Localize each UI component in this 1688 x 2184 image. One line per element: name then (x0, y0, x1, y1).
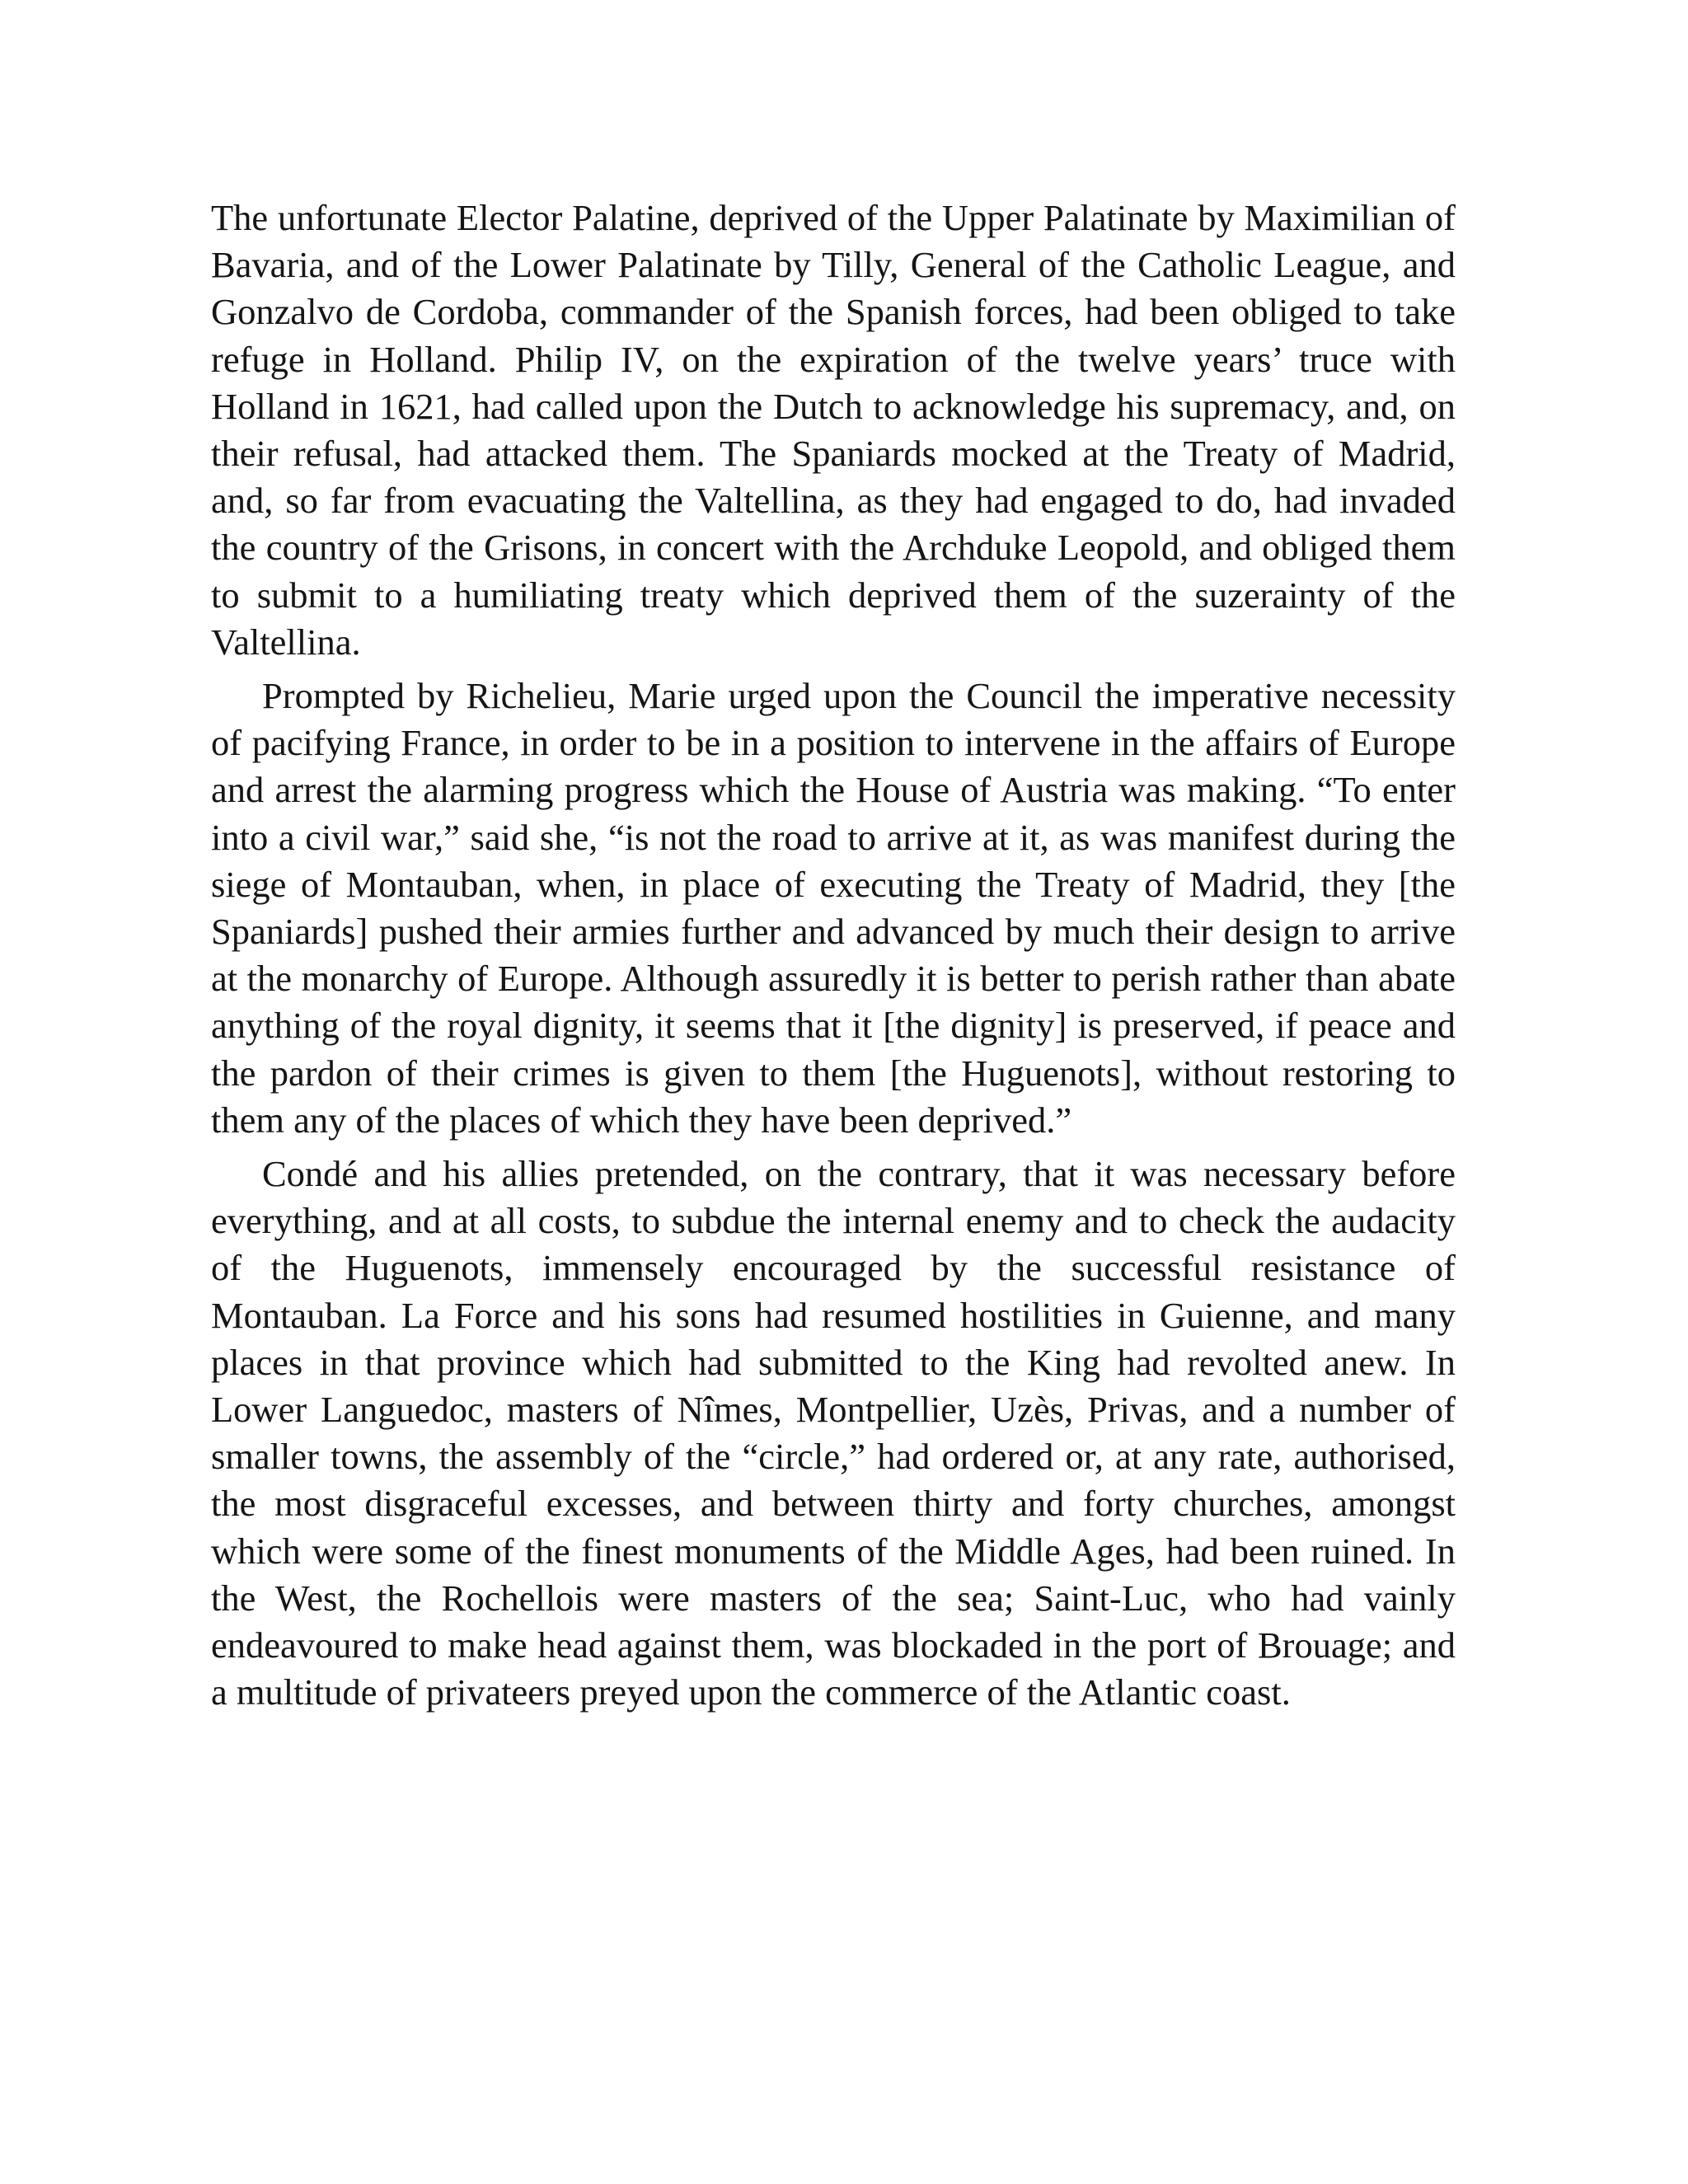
paragraph-electors-palatine: The unfortunate Elector Palatine, deprived of the Upper Palatinate by Maximilian of Bavaria, and of the Lower Palatinate by Tilly, General of the Catholic League, and Gonzalvo de Cordoba, commander of the Spanish forces, had been obliged to take refuge in Holland. Philip IV, on the expiration of the twelve years’ truce with Holland in 1621, had called upon the Dutch to acknowledge his supremacy, and, on their refusal, had attacked them. The Spaniards mocked at the Treaty of Madrid, and, so far from evacuating the Valtellina, as they had engaged to do, had invaded the country of the Grisons, in concert with the Archduke Leopold, and obliged them to submit to a humiliating treaty which deprived them of the suzerainty of the Valtellina. (211, 197, 1456, 663)
paragraph-conde-allies: Condé and his allies pretended, on the contrary, that it was necessary before everything, and at all costs, to subdue the internal enemy and to check the audacity of the Huguenots, immensely encouraged by the successful resistance of Montauban. La Force and his sons had resumed hostilities in Guienne, and many places in that province which had submitted to the King had revolted anew. In Lower Languedoc, masters of Nîmes, Montpellier, Uzès, Privas, and a number of smaller towns, the assembly of the “circle,” had ordered or, at any rate, authorised, the most disgraceful excesses, and between thirty and forty churches, amongst which were some of the finest monuments of the Middle Ages, had been ruined. In the West, the Rochellois were masters of the sea; Saint-Luc, who had vainly endeavoured to make head against them, was blockaded in the port of Brouage; and a multitude of privateers preyed upon the commerce of the Atlantic coast. (211, 1153, 1456, 1713)
page-body (211, 194, 1456, 1723)
paragraph-richelieu-marie: Prompted by Richelieu, Marie urged upon the Council the imperative necessity of pacifying France, in order to be in a position to intervene in the affairs of Europe and arrest the alarming progress which the House of Austria was making. “To enter into a civil war,” said she, “is not the road to arrive at it, as was manifest during the siege of Montauban, when, in place of executing the Treaty of Madrid, they [the Spaniards] pushed their armies further and advanced by much their design to arrive at the monarchy of Europe. Although assuredly it is better to perish rather than abate anything of the royal dignity, it seems that it [the dignity] is preserved, if peace and the pardon of their crimes is given to them [the Huguenots], without restoring to them any of the places of which they have been deprived.” (211, 675, 1456, 1141)
